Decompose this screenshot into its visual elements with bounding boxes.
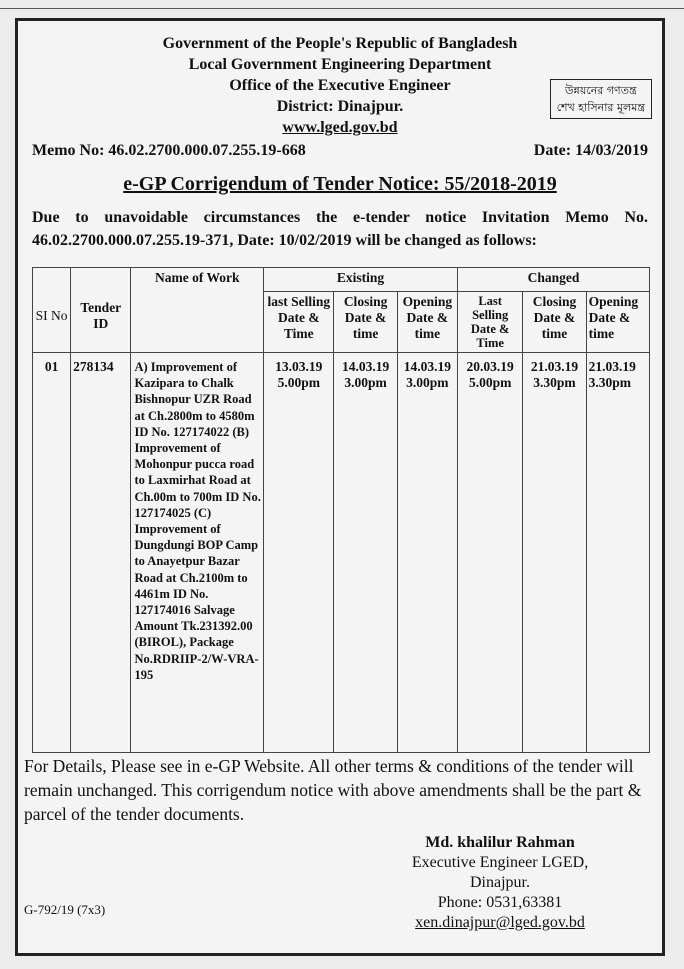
reference-number: G-792/19 (7x3): [24, 902, 106, 917]
header-ch-closing: Closing Date & time: [523, 292, 586, 353]
top-rule: [0, 0, 684, 9]
cell-ex-last-selling: 13.03.19 5.00pm: [264, 353, 334, 753]
cell-sl: 01: [33, 353, 71, 753]
slogan-box: [550, 79, 652, 119]
header-ch-last-selling: Last Selling Date & Time: [458, 292, 523, 353]
footer-paragraph: For Details, Please see in e-GP Website. All other terms & conditions of the tender will remain unchanged. This corrigendum notice with above amendments shall be the part & parcel of the tender documents.: [24, 756, 642, 824]
header-ex-closing: Closing Date & time: [334, 292, 397, 353]
cell-tender-id: 278134: [71, 353, 131, 753]
cell-ch-closing: 21.03.19 3.30pm: [523, 353, 586, 753]
table-row: [33, 353, 650, 753]
district-name: District: Dinajpur.: [276, 98, 404, 115]
signatory-place: Dinajpur.: [470, 874, 530, 891]
notice-title: e-GP Corrigendum of Tender Notice: 55/2018-2019: [123, 173, 557, 195]
header-existing: Existing: [264, 268, 458, 292]
header-sl: SI No: [33, 268, 71, 353]
header-name-of-work: Name of Work: [131, 268, 264, 353]
cell-ex-closing: 14.03.19 3.00pm: [334, 353, 397, 753]
header-ch-opening: Opening Date & time: [586, 292, 649, 353]
tender-table: [32, 267, 650, 753]
website-link[interactable]: www.lged.gov.bd: [282, 119, 398, 136]
signatory-name: Md. khalilur Rahman: [425, 834, 575, 851]
header-ex-last-selling: last Selling Date & Time: [264, 292, 334, 353]
govt-name: Government of the People's Republic of Bangladesh: [162, 35, 518, 52]
header-changed: Changed: [458, 268, 650, 292]
header-tender-id: Tender ID: [71, 268, 131, 353]
department-name: Local Government Engineering Department: [188, 56, 492, 73]
cell-ex-opening: 14.03.19 3.00pm: [397, 353, 457, 753]
signature-block: [380, 833, 620, 933]
signatory-designation: Executive Engineer LGED,: [411, 854, 589, 871]
cell-ch-last-selling: 20.03.19 5.00pm: [458, 353, 523, 753]
memo-date: Date: 14/03/2019: [533, 142, 648, 159]
cell-name-of-work: A) Improvement of Kazipara to Chalk Bishnopur UZR Road at Ch.2800m to 4580m ID No. 127174022 (B) Improvement of Mohonpur pucca road to Laxmirhat Road at Ch.00m to 700m ID No. 127174025 (C) Improvement of Dungdungi BOP Camp to Anayetpur Bazar Road at Ch.2100m to 4461m ID No. 127174016 Salvage Amount Tk.231392.00 (BIROL), Package No.RDRIIP-2/W-VRA-195: [131, 353, 264, 753]
cell-ch-opening: 21.03.19 3.30pm: [586, 353, 649, 753]
signatory-phone: Phone: 0531,63381: [437, 894, 563, 911]
table-header-row: [33, 268, 650, 292]
header-ex-opening: Opening Date & time: [397, 292, 457, 353]
intro-paragraph: Due to unavoidable circumstances the e-tender notice Invitation Memo No. 46.02.2700.000.07.255.19-371, Date: 10/02/2019 will be changed as follows:: [32, 209, 648, 249]
slogan-line-1: উন্নয়নের গণতন্ত্র: [564, 84, 637, 97]
memo-number: Memo No: 46.02.2700.000.07.255.19-668: [32, 142, 306, 159]
office-name: Office of the Executive Engineer: [229, 77, 451, 94]
slogan-line-2: শেখ হাসিনার মূলমন্ত্র: [556, 101, 645, 114]
signatory-email[interactable]: xen.dinajpur@lged.gov.bd: [415, 914, 585, 931]
